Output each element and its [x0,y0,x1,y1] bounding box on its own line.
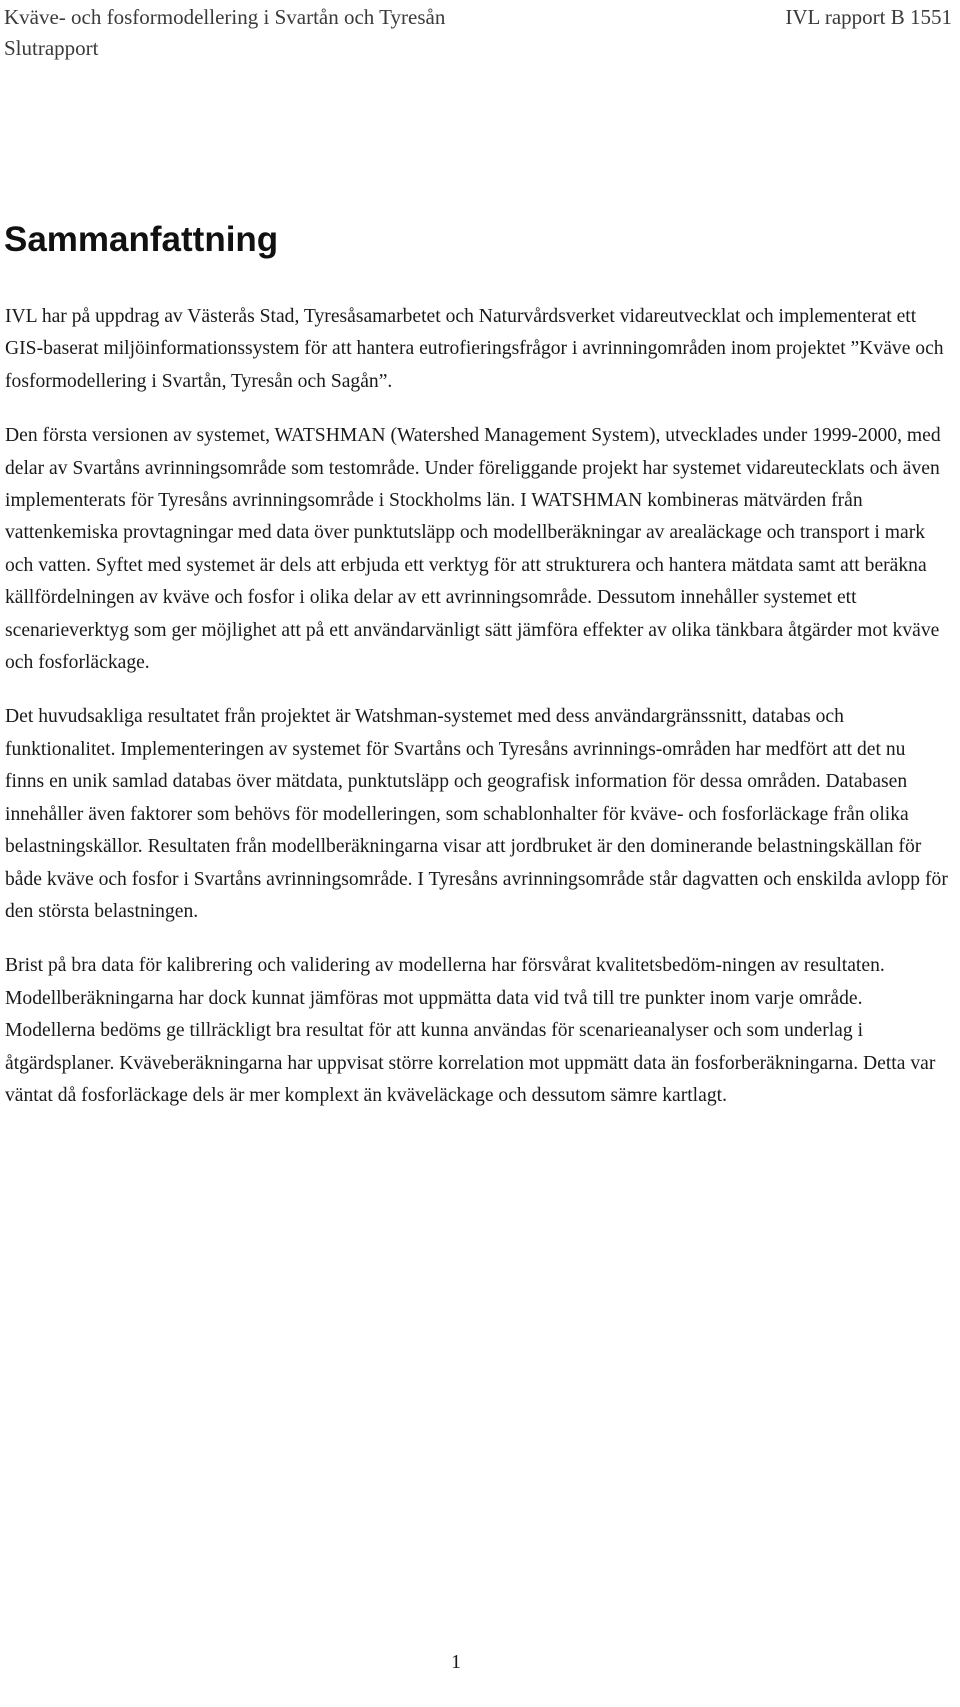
paragraph-system: Den första versionen av systemet, WATSHMAN (Watershed Management System), utvecklades under 1999-2000, med delar av Svartåns avrinningsområde som testområde. Under föreliggande projekt har systemet vidareutecklats och även implementerats för Tyresåns avrinningsområde i Stockholms län. I WATSHMAN kombineras mätvärden från vattenkemiska provtagningar med data över punktutsläpp och modellberäkningar av arealäckage och transport i mark och vatten. Syftet med systemet är dels att erbjuda ett verktyg för att strukturera och hantera mätdata samt att beräkna källfördelningen av kväve och fosfor i olika delar av ett avrinningsområde. Dessutom innehåller systemet ett scenarieverktyg som ger möjlighet att på ett användarvänligt sätt jämföra effekter av olika tänkbara åtgärder mot kväve och fosforläckage. [5,425,941,674]
paragraph-intro: IVL har på uppdrag av Västerås Stad, Tyresåsamarbetet och Naturvårdsverket vidareutvecklat och implementerat ett GIS-baserat miljöinformationssystem för att hantera eutrofieringsfrågor i avrinningområden inom projektet ”Kväve och fosformodellering i Svartån, Tyresån och Sagån”. [5,306,944,392]
page-number: 1 [451,1651,461,1673]
report-number: IVL rapport B 1551 [785,5,952,29]
header-row-top [4,2,954,33]
paragraph-validation: Brist på bra data för kalibrering och validering av modellerna har försvårat kvalitetsbedöm-ningen av resultaten. Modellberäkningarna har dock kunnat jämföras mot uppmätta data vid två till tre punkter inom varje område. Modellerna bedöms ge tillräckligt bra resultat för att kunna användas för scenarieanalyser och som underlag i åtgärdsplaner. Kväveberäkningarna har uppvisat större korrelation mot uppmätt data än fosforberäkningarna. Detta var väntat då fosforläckage dels är mer komplext än kväveläckage och dessutom sämre kartlagt. [5,955,936,1106]
section-title: Sammanfattning [4,220,279,259]
summary-body [5,301,949,1134]
document-type: Slutrapport [4,36,99,60]
document-title: Kväve- och fosformodellering i Svartån och Tyresån [4,5,446,29]
header-row-bottom [4,33,954,64]
page-header [4,2,954,64]
paragraph-results: Det huvudsakliga resultatet från projektet är Watshman-systemet med dess användargränssnitt, databas och funktionalitet. Implementeringen av systemet för Svartåns och Tyresåns avrinnings-områden har medfört att det nu finns en unik samlad databas över mätdata, punktutsläpp och geografisk information för dessa områden. Databasen innehåller även faktorer som behövs för modelleringen, som schablonhalter för kväve- och fosforläckage från olika belastningskällor. Resultaten från modellberäkningarna visar att jordbruket är den dominerande belastningskällan för både kväve och fosfor i Svartåns avrinningsområde. I Tyresåns avrinningsområde står dagvatten och enskilda avlopp för den största belastningen. [5,706,948,922]
